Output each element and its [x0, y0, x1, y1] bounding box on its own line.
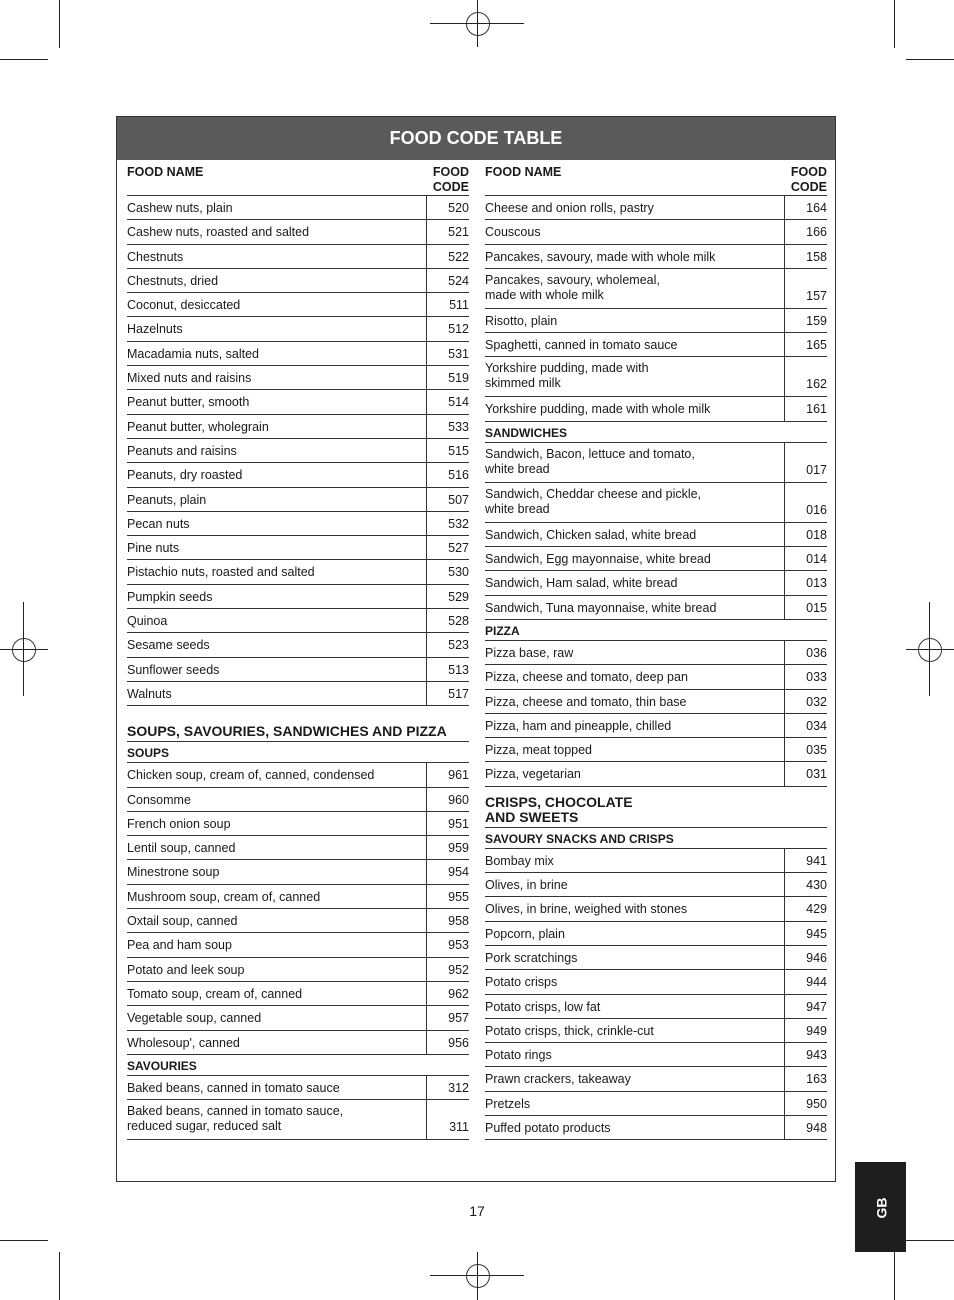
table-row: [485, 897, 827, 921]
table-row: [127, 836, 469, 860]
food-name-cell: Mixed nuts and raisins: [127, 366, 427, 389]
food-name-cell: Mushroom soup, cream of, canned: [127, 885, 427, 908]
table-row: [127, 609, 469, 633]
registration-line: [906, 649, 954, 650]
food-name-cell: Spaghetti, canned in tomato sauce: [485, 333, 785, 356]
food-code-cell: 516: [448, 468, 469, 483]
table-row: [127, 812, 469, 836]
table-row: [127, 1031, 469, 1055]
food-name-cell: Sesame seeds: [127, 633, 427, 656]
food-name-cell: Chestnuts, dried: [127, 269, 427, 292]
nuts-list: [127, 196, 469, 706]
food-name-cell: Pizza, ham and pineapple, chilled: [485, 714, 785, 737]
food-name-cell: Macadamia nuts, salted: [127, 342, 427, 365]
food-name-cell: Olives, in brine: [485, 873, 785, 896]
column-header: [127, 162, 469, 196]
table-row: [485, 873, 827, 897]
table-row: [485, 849, 827, 873]
food-code-cell: 515: [448, 443, 469, 458]
food-name-cell: Pea and ham soup: [127, 933, 427, 956]
food-name-cell: Pecan nuts: [127, 512, 427, 535]
registration-line: [23, 602, 24, 696]
food-code-cell: 013: [806, 576, 827, 591]
food-name-cell: Yorkshire pudding, made with skimmed milk: [485, 357, 785, 396]
food-name-cell: Coconut, desiccated: [127, 293, 427, 316]
table-row: [127, 682, 469, 706]
food-code-cell: 031: [806, 767, 827, 782]
food-name-cell: French onion soup: [127, 812, 427, 835]
table-row: [127, 245, 469, 269]
table-row: [485, 397, 827, 421]
food-code-cell: 429: [806, 902, 827, 917]
registration-line: [477, 1252, 478, 1300]
food-name-cell: Puffed potato products: [485, 1116, 785, 1139]
table-row: [485, 269, 827, 309]
table-row: [485, 547, 827, 571]
table-row: [127, 220, 469, 244]
food-code-cell: 521: [448, 225, 469, 240]
food-name-header: FOOD NAME: [485, 165, 562, 179]
table-row: [127, 1006, 469, 1030]
food-name-cell: Potato crisps: [485, 970, 785, 993]
food-name-cell: Oxtail soup, canned: [127, 909, 427, 932]
table-row: [127, 933, 469, 957]
table-row: [485, 1116, 827, 1140]
table-row: [485, 596, 827, 620]
food-code-cell: 014: [806, 552, 827, 567]
registration-mark-bottom: [466, 1264, 490, 1288]
table-row: [127, 860, 469, 884]
savouries-list: [127, 1076, 469, 1140]
table-row: [485, 357, 827, 397]
food-name-cell: Bombay mix: [485, 849, 785, 872]
food-name-cell: Lentil soup, canned: [127, 836, 427, 859]
table-row: [485, 762, 827, 786]
food-code-cell: 157: [806, 288, 827, 303]
food-code-cell: 944: [806, 975, 827, 990]
food-code-cell: 033: [806, 670, 827, 685]
food-code-cell: 519: [448, 371, 469, 386]
food-code-cell: 945: [806, 926, 827, 941]
food-code-cell: 960: [448, 792, 469, 807]
food-name-cell: Baked beans, canned in tomato sauce: [127, 1076, 427, 1099]
food-code-cell: 528: [448, 614, 469, 629]
food-name-cell: Sandwich, Chicken salad, white bread: [485, 523, 785, 546]
food-code-cell: 032: [806, 694, 827, 709]
table-row: [485, 738, 827, 762]
table-row: [127, 293, 469, 317]
food-name-cell: Popcorn, plain: [485, 922, 785, 945]
registration-mark-top: [466, 12, 490, 36]
page-title: FOOD CODE TABLE: [117, 117, 835, 160]
food-code-cell: 954: [448, 865, 469, 880]
food-code-cell: 522: [448, 249, 469, 264]
food-code-cell: 958: [448, 914, 469, 929]
food-code-cell: 036: [806, 645, 827, 660]
food-name-cell: Potato and leek soup: [127, 958, 427, 981]
food-name-cell: Vegetable soup, canned: [127, 1006, 427, 1029]
crop-mark: [906, 1240, 954, 1241]
food-code-cell: 533: [448, 419, 469, 434]
table-row: [485, 1092, 827, 1116]
food-code-cell: 164: [806, 201, 827, 215]
food-name-cell: Cashew nuts, roasted and salted: [127, 220, 427, 243]
food-name-cell: Quinoa: [127, 609, 427, 632]
food-name-cell: Minestrone soup: [127, 860, 427, 883]
food-code-cell: 962: [448, 986, 469, 1001]
food-name-cell: Pistachio nuts, roasted and salted: [127, 560, 427, 583]
food-code-cell: 312: [448, 1080, 469, 1095]
food-code-cell: 035: [806, 743, 827, 758]
food-code-cell: 946: [806, 950, 827, 965]
food-name-cell: Chicken soup, cream of, canned, condensed: [127, 763, 427, 786]
food-code-cell: 161: [806, 402, 827, 417]
table-row: [127, 633, 469, 657]
table-row: [127, 982, 469, 1006]
table-row: [127, 536, 469, 560]
column-header: [485, 162, 827, 196]
table-row: [485, 245, 827, 269]
table-row: [485, 995, 827, 1019]
pizza-list: [485, 641, 827, 787]
table-row: [485, 970, 827, 994]
food-name-cell: Tomato soup, cream of, canned: [127, 982, 427, 1005]
food-code-cell: 165: [806, 338, 827, 353]
crop-mark: [0, 59, 48, 60]
table-row: [127, 463, 469, 487]
food-name-cell: Olives, in brine, weighed with stones: [485, 897, 785, 920]
table-row: [485, 483, 827, 523]
table-row: [127, 317, 469, 341]
food-code-cell: 961: [448, 768, 469, 783]
food-name-cell: Sandwich, Ham salad, white bread: [485, 571, 785, 594]
food-code-cell: 512: [448, 322, 469, 337]
food-code-cell: 507: [448, 492, 469, 507]
food-code-header: FOOD CODE: [790, 165, 827, 194]
table-row: [127, 439, 469, 463]
food-name-cell: Sandwich, Egg mayonnaise, white bread: [485, 547, 785, 570]
sandwiches-list: [485, 443, 827, 620]
food-name-cell: Walnuts: [127, 682, 427, 705]
food-name-cell: Prawn crackers, takeaway: [485, 1067, 785, 1090]
food-code-cell: 532: [448, 516, 469, 531]
table-row: [485, 946, 827, 970]
table-row: [127, 415, 469, 439]
food-name-cell: Pancakes, savoury, made with whole milk: [485, 245, 785, 268]
food-name-cell: Peanut butter, wholegrain: [127, 415, 427, 438]
table-row: [127, 269, 469, 293]
food-name-cell: Pizza, cheese and tomato, deep pan: [485, 665, 785, 688]
food-code-cell: 514: [448, 395, 469, 410]
food-code-cell: 529: [448, 589, 469, 604]
table-row: [485, 665, 827, 689]
food-code-cell: 511: [449, 298, 469, 313]
table-row: [485, 333, 827, 357]
table-row: [127, 585, 469, 609]
section-title-soups-savouries: SOUPS, SAVOURIES, SANDWICHES AND PIZZA: [127, 706, 469, 742]
registration-mark-right: [918, 638, 942, 662]
food-name-cell: Cashew nuts, plain: [127, 196, 427, 219]
table-row: [127, 958, 469, 982]
crop-mark: [59, 0, 60, 48]
registration-line: [929, 602, 930, 696]
food-name-cell: Sandwich, Cheddar cheese and pickle, white bread: [485, 483, 785, 522]
food-code-cell: 530: [448, 565, 469, 580]
food-name-cell: Baked beans, canned in tomato sauce, reduced sugar, reduced salt: [127, 1100, 427, 1139]
table-row: [485, 220, 827, 244]
crop-mark: [59, 1252, 60, 1300]
food-code-cell: 159: [806, 313, 827, 328]
registration-mark-left: [12, 638, 36, 662]
food-code-cell: 034: [806, 718, 827, 733]
food-name-cell: Peanuts and raisins: [127, 439, 427, 462]
food-code-cell: 018: [806, 527, 827, 542]
food-code-cell: 956: [448, 1035, 469, 1050]
food-name-cell: Pizza, meat topped: [485, 738, 785, 761]
table-row: [127, 342, 469, 366]
subheading-savoury-snacks: SAVOURY SNACKS AND CRISPS: [485, 828, 827, 849]
table-row: [127, 560, 469, 584]
language-tab: GB: [855, 1162, 906, 1252]
food-code-cell: 951: [448, 816, 469, 831]
food-code-cell: 941: [806, 853, 827, 868]
food-name-cell: Sandwich, Bacon, lettuce and tomato, white bread: [485, 443, 785, 482]
food-name-cell: Cheese and onion rolls, pastry: [485, 196, 785, 219]
food-code-cell: 430: [806, 878, 827, 893]
registration-line: [477, 0, 478, 47]
food-name-cell: Pizza, vegetarian: [485, 762, 785, 785]
food-name-cell: Pretzels: [485, 1092, 785, 1115]
table-row: [485, 196, 827, 220]
crop-mark: [0, 1240, 48, 1241]
table-row: [127, 658, 469, 682]
food-name-cell: Hazelnuts: [127, 317, 427, 340]
crop-mark: [894, 0, 895, 48]
table-row: [485, 641, 827, 665]
food-code-cell: 520: [448, 201, 469, 215]
food-name-cell: Pine nuts: [127, 536, 427, 559]
food-name-cell: Pork scratchings: [485, 946, 785, 969]
table-row: [127, 909, 469, 933]
food-name-cell: Couscous: [485, 220, 785, 243]
food-code-cell: 513: [448, 662, 469, 677]
food-name-cell: Pancakes, savoury, wholemeal, made with whole milk: [485, 269, 785, 308]
food-code-cell: 311: [449, 1120, 469, 1135]
table-row: [485, 922, 827, 946]
food-name-cell: Potato rings: [485, 1043, 785, 1066]
food-name-cell: Potato crisps, thick, crinkle-cut: [485, 1019, 785, 1042]
crop-mark: [906, 59, 954, 60]
food-code-cell: 017: [806, 462, 827, 477]
table-row: [485, 309, 827, 333]
table-row: [127, 763, 469, 787]
food-name-header: FOOD NAME: [127, 165, 204, 179]
soups-list: [127, 763, 469, 1055]
food-name-cell: Yorkshire pudding, made with whole milk: [485, 397, 785, 420]
table-row: [127, 885, 469, 909]
page-number: 17: [469, 1203, 485, 1219]
right-column: [485, 162, 827, 1140]
food-name-cell: Sunflower seeds: [127, 658, 427, 681]
food-code-cell: 163: [806, 1072, 827, 1087]
snacks-list: [485, 849, 827, 1141]
food-code-cell: 531: [448, 346, 469, 361]
food-code-cell: 527: [448, 541, 469, 556]
food-code-cell: 947: [806, 999, 827, 1014]
registration-line: [0, 649, 48, 650]
table-row: [485, 1067, 827, 1091]
food-name-cell: Wholesoup', canned: [127, 1031, 427, 1054]
food-code-cell: 162: [806, 377, 827, 392]
table-row: [127, 390, 469, 414]
food-code-cell: 523: [448, 638, 469, 653]
food-code-cell: 950: [806, 1096, 827, 1111]
table-row: [127, 1076, 469, 1100]
table-row: [485, 571, 827, 595]
food-name-cell: Consomme: [127, 788, 427, 811]
crop-mark: [894, 1252, 895, 1300]
table-row: [127, 366, 469, 390]
table-row: [127, 1100, 469, 1140]
table-row: [127, 788, 469, 812]
left-column: [127, 162, 469, 1140]
food-name-cell: Peanuts, plain: [127, 488, 427, 511]
misc-list: [485, 196, 827, 422]
food-code-cell: 953: [448, 938, 469, 953]
food-name-cell: Potato crisps, low fat: [485, 995, 785, 1018]
food-name-cell: Pizza, cheese and tomato, thin base: [485, 690, 785, 713]
food-code-cell: 524: [448, 273, 469, 288]
food-code-cell: 959: [448, 841, 469, 856]
food-name-cell: Peanuts, dry roasted: [127, 463, 427, 486]
subheading-pizza: PIZZA: [485, 620, 827, 641]
table-row: [127, 196, 469, 220]
table-row: [485, 714, 827, 738]
food-name-cell: Chestnuts: [127, 245, 427, 268]
section-title-crisps: CRISPS, CHOCOLATE AND SWEETS: [485, 787, 827, 828]
food-name-cell: Pumpkin seeds: [127, 585, 427, 608]
food-code-header: FOOD CODE: [432, 165, 469, 194]
table-row: [485, 690, 827, 714]
food-code-cell: 158: [806, 249, 827, 264]
table-row: [127, 512, 469, 536]
table-row: [127, 488, 469, 512]
food-code-cell: 952: [448, 962, 469, 977]
table-row: [485, 1043, 827, 1067]
food-code-cell: 517: [448, 686, 469, 701]
food-code-cell: 015: [806, 600, 827, 615]
food-name-cell: Pizza base, raw: [485, 641, 785, 664]
food-code-cell: 016: [806, 502, 827, 517]
table-row: [485, 443, 827, 483]
food-code-cell: 948: [806, 1121, 827, 1136]
food-code-cell: 943: [806, 1048, 827, 1063]
subheading-sandwiches: SANDWICHES: [485, 422, 827, 443]
food-code-cell: 955: [448, 889, 469, 904]
table-row: [485, 523, 827, 547]
subheading-soups: SOUPS: [127, 742, 469, 763]
food-code-table: [116, 116, 836, 1182]
food-code-cell: 166: [806, 225, 827, 240]
table-row: [485, 1019, 827, 1043]
food-code-cell: 957: [448, 1011, 469, 1026]
food-name-cell: Sandwich, Tuna mayonnaise, white bread: [485, 596, 785, 619]
food-name-cell: Risotto, plain: [485, 309, 785, 332]
subheading-savouries: SAVOURIES: [127, 1055, 469, 1076]
food-name-cell: Peanut butter, smooth: [127, 390, 427, 413]
food-code-cell: 949: [806, 1023, 827, 1038]
